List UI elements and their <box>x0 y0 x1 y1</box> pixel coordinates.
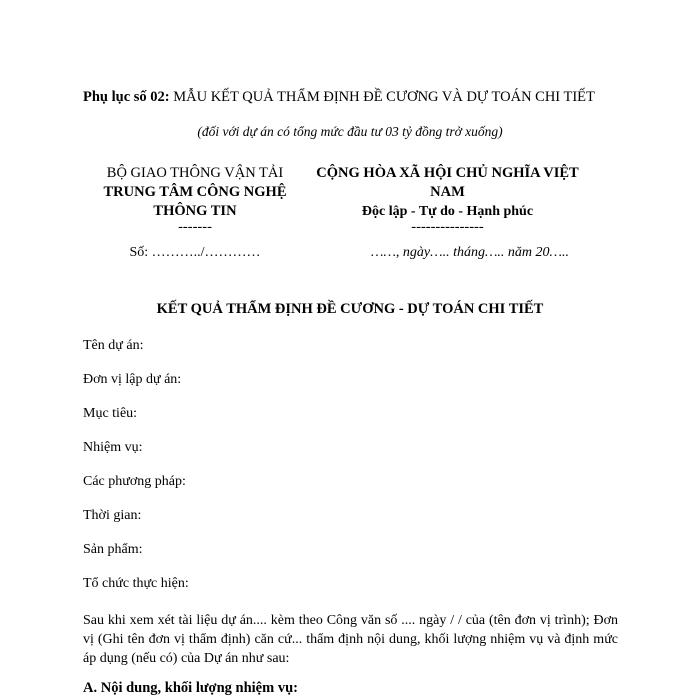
appendix-label: Phụ lục số 02: <box>83 89 170 105</box>
appendix-heading <box>83 89 595 106</box>
agency-name-line1: TRUNG TÂM CÔNG NGHỆ <box>103 184 287 200</box>
field-objective: Mục tiêu: <box>83 406 138 421</box>
document-number: Số: ………../………… <box>129 245 261 260</box>
nation-divider: --------------- <box>411 219 484 235</box>
document-date: ……, ngày….. tháng….. năm 20….. <box>371 245 569 260</box>
nation-motto: Độc lập - Tự do - Hạnh phúc <box>361 204 534 219</box>
nation-name-line2: NAM <box>430 184 465 200</box>
agency-divider: ------- <box>178 219 212 235</box>
document-title: KẾT QUẢ THẨM ĐỊNH ĐỀ CƯƠNG - DỰ TOÁN CHI TIẾT <box>156 301 544 317</box>
agency-name-line2: THÔNG TIN <box>153 203 237 219</box>
field-project-unit: Đơn vị lập dự án: <box>83 372 182 387</box>
nation-name-line1: CỘNG HÒA XÃ HỘI CHỦ NGHĨA VIỆT <box>316 165 579 181</box>
appendix-note: (đối với dự án có tổng mức đầu tư 03 tỷ đồng trở xuống) <box>197 124 503 139</box>
field-tasks: Nhiệm vụ: <box>83 440 143 455</box>
section-a-heading: A. Nội dung, khối lượng nhiệm vụ: <box>83 680 298 696</box>
review-paragraph: Sau khi xem xét tài liệu dự án.... kèm theo Công văn số .... ngày / / của (tên đơn vị trình); Đơn vị (Ghi tên đơn vị thẩm định) căn cứ... thẩm định nội dung, khối lượng nhiệm vụ và định mức áp dụng (nếu có) của Dự án như sau: <box>83 613 618 666</box>
appendix-title: MẪU KẾT QUẢ THẨM ĐỊNH ĐỀ CƯƠNG VÀ DỰ TOÁN CHI TIẾT <box>173 89 595 105</box>
agency-block <box>90 164 300 233</box>
field-project-name: Tên dự án: <box>83 338 144 353</box>
field-time: Thời gian: <box>83 508 142 523</box>
nation-block <box>305 164 590 233</box>
agency-parent: BỘ GIAO THÔNG VẬN TẢI <box>106 165 284 181</box>
field-products: Sản phẩm: <box>83 542 143 557</box>
field-organization: Tổ chức thực hiện: <box>83 576 189 591</box>
field-methods: Các phương pháp: <box>83 474 186 489</box>
